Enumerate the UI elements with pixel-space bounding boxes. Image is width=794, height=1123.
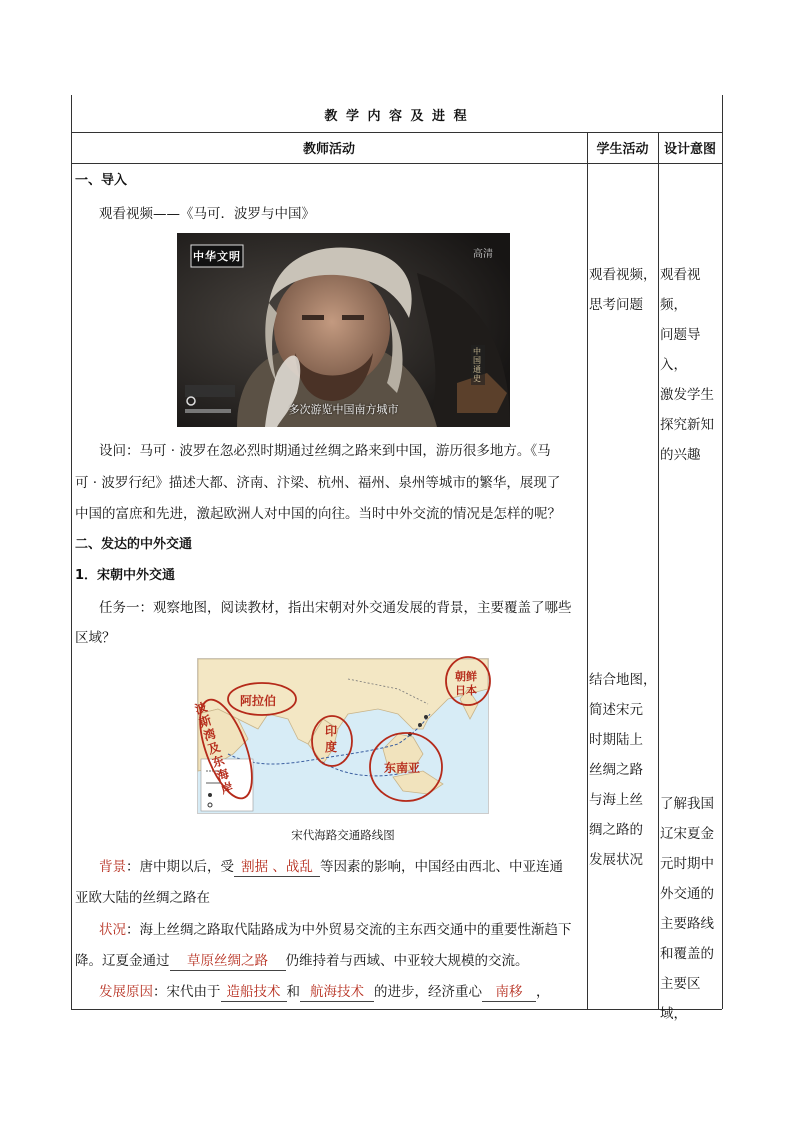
background-label: 背景: [99, 859, 126, 875]
section2-heading: 二、发达的中外交通: [75, 537, 193, 552]
reason-text-2: 和: [286, 984, 300, 1000]
column-divider-student: [587, 132, 588, 1009]
background-text-2: 等因素的影响，中国经由西北、中亚连通: [320, 859, 563, 875]
task-line-2: 区域？: [75, 630, 116, 646]
blank-grassland-silk-road[interactable]: 草原丝绸之路: [170, 952, 286, 971]
design-intent-2-line: 主要路线: [660, 916, 714, 932]
map-label-arab: 阿拉伯: [240, 694, 277, 708]
map-label-persian-gulf: 波斯湾及东海岸: [193, 699, 235, 797]
reason-label: 发展原因: [99, 984, 153, 1000]
col-header-teacher: 教师活动: [302, 142, 355, 157]
video-hd-badge: 高清: [473, 249, 493, 260]
table-border-left: [71, 95, 72, 1009]
status-text-1: ：海上丝绸之路取代陆路成为中外贸易交流的主东西交通中的重要性渐趋下: [126, 922, 572, 938]
student-activity-1-line: 思考问题: [589, 297, 643, 313]
blank-fragmentation[interactable]: 割据 、战乱: [234, 858, 320, 877]
map-label-india: 印度: [325, 724, 338, 754]
student-activity-2-line: 发展状况: [589, 852, 643, 868]
song-sea-route-map[interactable]: [193, 658, 489, 814]
student-activity-2-line: 绸之路的: [589, 822, 643, 838]
status-text-2b: 仍维持着与西域、中亚较大规模的交流。: [285, 953, 529, 969]
reason-text-4: ，: [536, 984, 550, 1000]
video-frame[interactable]: [177, 233, 510, 427]
map-caption: 宋代海路交通路线图: [291, 828, 395, 842]
design-intent-1: [660, 260, 724, 470]
reason-text-1: ：宋代由于: [153, 984, 221, 1000]
design-intent-1-line: 问题导入，: [660, 327, 701, 373]
intro-heading: 一、导入: [75, 173, 128, 188]
background-line-1: [99, 858, 563, 877]
task-line-1: 任务一：观察地图，阅读教材，指出宋朝对外交通发展的背景，主要覆盖了哪些: [99, 600, 572, 616]
reason-line-1: [99, 983, 550, 1002]
col-header-design: 设计意图: [663, 142, 716, 157]
status-line-2: [75, 952, 529, 971]
row-divider-title: [71, 132, 722, 133]
student-activity-2-line: 时期陆上: [589, 732, 643, 748]
map-label-korea: 朝鲜: [455, 670, 477, 683]
blank-shipbuilding[interactable]: 造船技术: [221, 983, 287, 1002]
background-line-2: 亚欧大陆的丝绸之路在: [75, 890, 210, 906]
status-label: 状况: [99, 922, 126, 938]
status-text-2a: 降。辽夏金通过: [75, 953, 170, 969]
question-line-1: 设问：马可 · 波罗在忽必烈时期通过丝绸之路来到中国，游历很多地方。《马: [99, 443, 551, 459]
background-text-1: ：唐中期以后，受: [126, 859, 234, 875]
design-intent-2-line: 外交通的: [660, 886, 714, 902]
student-activity-2-line: 简述宋元: [589, 702, 643, 718]
question-line-2: 可 · 波罗行纪》描述大都、济南、汴梁、杭州、福州、泉州等城市的繁华，展现了: [75, 475, 561, 491]
video-side-caption: 中国通史: [473, 347, 481, 383]
design-intent-2-line: 主要区域，: [660, 976, 701, 1022]
status-line-1: [99, 921, 572, 939]
map-graphic: [198, 659, 488, 813]
question-line-3: 中国的富庶和先进，激起欧洲人对中国的向往。当时中外交流的情况是怎样的呢？: [75, 506, 561, 522]
lesson-table: [71, 95, 722, 1022]
design-intent-2-line: 辽宋夏金: [660, 826, 714, 842]
table-border-bottom: [71, 1009, 722, 1010]
design-intent-2-line: 和覆盖的: [660, 946, 714, 962]
col-header-student: 学生活动: [596, 142, 649, 157]
design-intent-2: [660, 789, 724, 1029]
map-label-southeast-asia: 东南亚: [384, 761, 421, 775]
student-activity-2-line: 与海上丝: [589, 792, 643, 808]
row-divider-header: [71, 163, 722, 164]
student-activity-2-line: 结合地图，: [589, 672, 657, 688]
video-logo: 中华文明: [193, 250, 241, 263]
design-intent-1-line: 的兴趣: [660, 447, 701, 463]
design-intent-2-line: 了解我国: [660, 796, 714, 812]
video-subtitle: 多次游览中国南方城市: [288, 403, 399, 416]
student-activity-2: [589, 665, 659, 875]
design-intent-1-line: 探究新知: [660, 417, 714, 433]
student-activity-2-line: 丝绸之路: [589, 762, 643, 778]
intro-watch: 观看视频——《马可．波罗与中国》: [99, 206, 315, 222]
design-intent-2-line: 元时期中: [660, 856, 714, 872]
reason-text-3: 的进步，经济重心: [374, 984, 482, 1000]
section2-subheading: 1．宋朝中外交通: [75, 568, 176, 583]
design-intent-1-line: 观看视频，: [660, 267, 701, 313]
blank-economic-shift[interactable]: 南移: [482, 983, 536, 1002]
section-title: 教 学 内 容 及 进 程: [324, 109, 469, 124]
blank-navigation[interactable]: 航海技术: [300, 983, 374, 1002]
design-intent-1-line: 激发学生: [660, 387, 714, 403]
student-activity-1: [589, 260, 659, 320]
student-activity-1-line: 观看视频，: [589, 267, 657, 283]
map-label-japan: 日本: [455, 684, 477, 697]
